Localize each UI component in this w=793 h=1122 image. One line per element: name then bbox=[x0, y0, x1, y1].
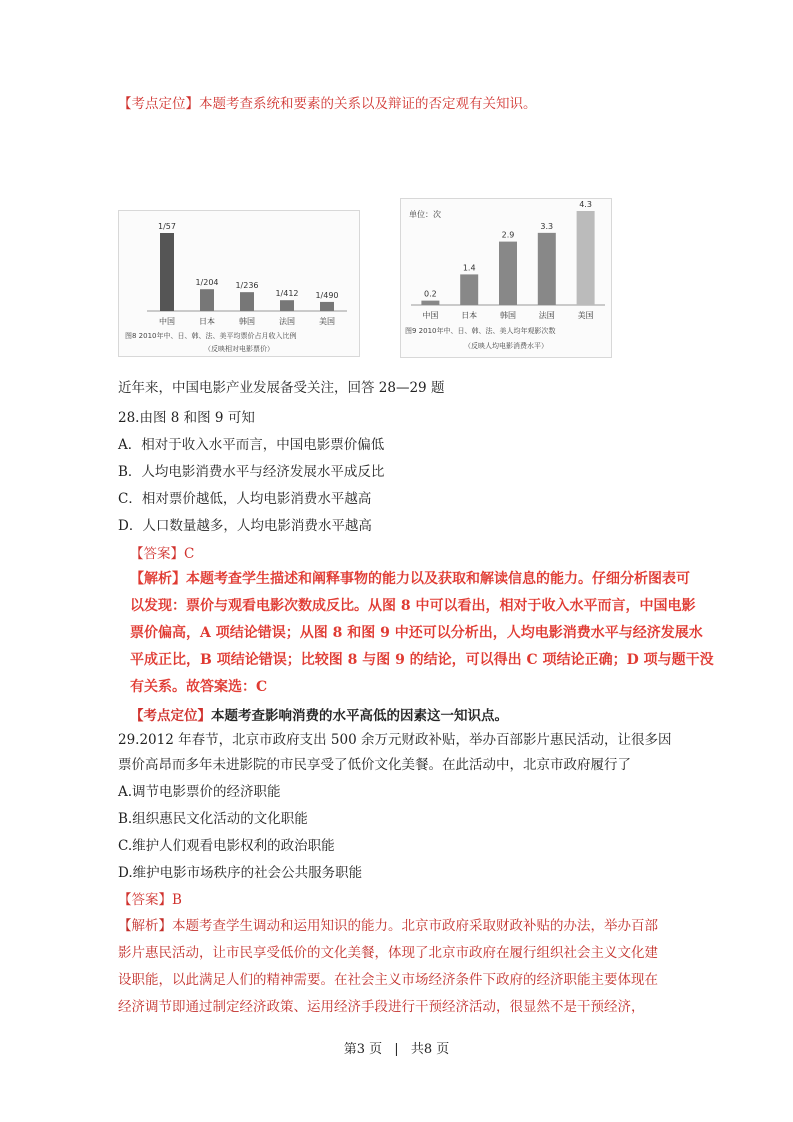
figure9-category-label: 法国 bbox=[538, 311, 555, 320]
q28-stem: 28.由图 8 和图 9 可知 bbox=[118, 410, 255, 426]
figure8-data-label: 1/57 bbox=[158, 222, 176, 231]
figure9-bar bbox=[421, 301, 439, 305]
q28-explanation-line-1: 【解析】本题考查学生描述和阐释事物的能力以及获取和解读信息的能力。仔细分析图表可 bbox=[130, 571, 690, 587]
q29-option-c: C.维护人们观看电影权利的政治职能 bbox=[118, 838, 335, 854]
figure9-category-label: 日本 bbox=[461, 311, 478, 320]
figure8 bbox=[118, 210, 360, 357]
q29-option-b: B.组织惠民文化活动的文化职能 bbox=[118, 811, 308, 827]
footer-total: 共8 页 bbox=[410, 1042, 450, 1057]
q28-option-c: C．相对票价越低，人均电影消费水平越高 bbox=[118, 491, 372, 507]
q28-answer bbox=[130, 544, 194, 564]
figure9-bar bbox=[460, 274, 478, 305]
q28-explanation-line-4: 平成正比，B 项结论错误；比较图 8 与图 9 的结论，可以得出 C 项结论正确；D 项与题干没 bbox=[130, 652, 714, 668]
figure8-chart bbox=[119, 211, 359, 356]
q29-explanation-line-4: 经济调节即通过制定经济政策、运用经济手段进行干预经济活动，很显然不是干预经济， bbox=[118, 999, 645, 1015]
q28-explanation-line-3: 票价偏高，A 项结论错误；从图 8 和图 9 中还可以分析出，人均电影消费水平与经济发展水 bbox=[130, 625, 703, 641]
q29-answer bbox=[118, 890, 182, 910]
figure8-category-label: 美国 bbox=[319, 317, 335, 326]
figure8-bar bbox=[240, 292, 254, 311]
figure9-unit-label: 单位：次 bbox=[409, 210, 441, 219]
figure9-title: 图9 2010年中、日、韩、法、美人均年观影次数 bbox=[405, 327, 556, 335]
q29-answer-tag: 【答案】 bbox=[118, 892, 172, 908]
topic-note bbox=[118, 94, 537, 114]
figure8-category-label: 日本 bbox=[199, 317, 215, 326]
q28-option-d: D．人口数量越多，人均电影消费水平越高 bbox=[118, 518, 372, 534]
figure9-data-label: 4.3 bbox=[579, 200, 592, 209]
figure9-category-label: 美国 bbox=[577, 311, 594, 320]
q29-option-a: A.调节电影票价的经济职能 bbox=[118, 784, 281, 800]
figure8-bar bbox=[200, 289, 214, 311]
figure8-bar bbox=[320, 302, 334, 311]
figure9-chart bbox=[401, 199, 611, 357]
figure9-category-label: 中国 bbox=[422, 311, 439, 320]
intro-text: 近年来，中国电影产业发展备受关注，回答 28—29 题 bbox=[118, 380, 445, 396]
figure8-bar bbox=[160, 233, 174, 311]
figure9-data-label: 0.2 bbox=[424, 289, 437, 299]
q29-stem-line-2: 票价高昂而多年未进影院的市民享受了低价文化美餐。在此活动中，北京市政府履行了 bbox=[118, 757, 631, 773]
q28-point-tag: 【考点定位】 bbox=[130, 708, 211, 724]
q28-option-b: B．人均电影消费水平与经济发展水平成反比 bbox=[118, 464, 385, 480]
figure8-data-label: 1/490 bbox=[315, 290, 339, 300]
q28-option-a: A．相对于收入水平而言，中国电影票价偏低 bbox=[118, 437, 385, 453]
q28-explanation-line-2: 以发现：票价与观看电影次数成反比。从图 8 中可以看出，相对于收入水平而言，中国电影 bbox=[130, 598, 696, 614]
q29-stem-line-1: 29.2012 年春节，北京市政府支出 500 余万元财政补贴，举办百部影片惠民活动，让很多因 bbox=[118, 732, 672, 748]
figure8-category-label: 法国 bbox=[279, 317, 295, 326]
figure9-data-label: 1.4 bbox=[462, 263, 476, 273]
figure8-title: 图8 2010年中、日、韩、法、美平均票价占月收入比例 bbox=[125, 332, 297, 340]
figure9-bar bbox=[499, 242, 517, 305]
figure9-bar bbox=[538, 233, 556, 305]
figure9-bar bbox=[577, 211, 595, 305]
figure8-data-label: 1/236 bbox=[235, 281, 259, 291]
figure8-data-label: 1/204 bbox=[195, 278, 219, 288]
footer-sep: | bbox=[394, 1042, 399, 1057]
page-footer bbox=[0, 1038, 793, 1057]
q29-explanation-line-1: 【解析】本题考查学生调动和运用知识的能力。北京市政府采取财政补贴的办法，举办百部 bbox=[118, 918, 658, 934]
figure9 bbox=[400, 198, 612, 358]
q29-option-d: D.维护电影市场秩序的社会公共服务职能 bbox=[118, 865, 363, 881]
q28-answer-value: C bbox=[184, 546, 195, 562]
figure9-category-label: 韩国 bbox=[500, 311, 516, 320]
figure8-subtitle: （反映相对电影票价） bbox=[204, 345, 274, 353]
figure8-category-label: 韩国 bbox=[239, 317, 255, 326]
q28-topic-point bbox=[130, 706, 508, 726]
figure8-bar bbox=[280, 300, 294, 311]
topic-note-text: 本题考查系统和要素的关系以及辩证的否定观有关知识。 bbox=[199, 96, 537, 112]
figure9-subtitle: （反映人均电影消费水平） bbox=[464, 342, 548, 350]
q28-point-text: 本题考查影响消费的水平高低的因素这一知识点。 bbox=[211, 708, 508, 724]
figure9-data-label: 3.3 bbox=[540, 221, 554, 231]
q29-explanation-line-3: 设职能，以此满足人们的精神需要。在社会主义市场经济条件下政府的经济职能主要体现在 bbox=[118, 972, 658, 988]
q28-explanation-line-5: 有关系。故答案选：C bbox=[130, 679, 268, 695]
topic-note-tag: 【考点定位】 bbox=[118, 96, 199, 112]
figure8-data-label: 1/412 bbox=[275, 289, 299, 299]
q28-answer-tag: 【答案】 bbox=[130, 546, 184, 562]
footer-page: 第3 页 bbox=[343, 1042, 383, 1057]
q29-answer-value: B bbox=[172, 892, 182, 908]
figures-area bbox=[118, 196, 678, 368]
figure8-category-label: 中国 bbox=[159, 317, 175, 326]
q29-explanation-line-2: 影片惠民活动，让市民享受低价的文化美餐，体现了北京市政府在履行组织社会主义文化建 bbox=[118, 945, 658, 961]
figure9-data-label: 2.9 bbox=[501, 230, 515, 240]
